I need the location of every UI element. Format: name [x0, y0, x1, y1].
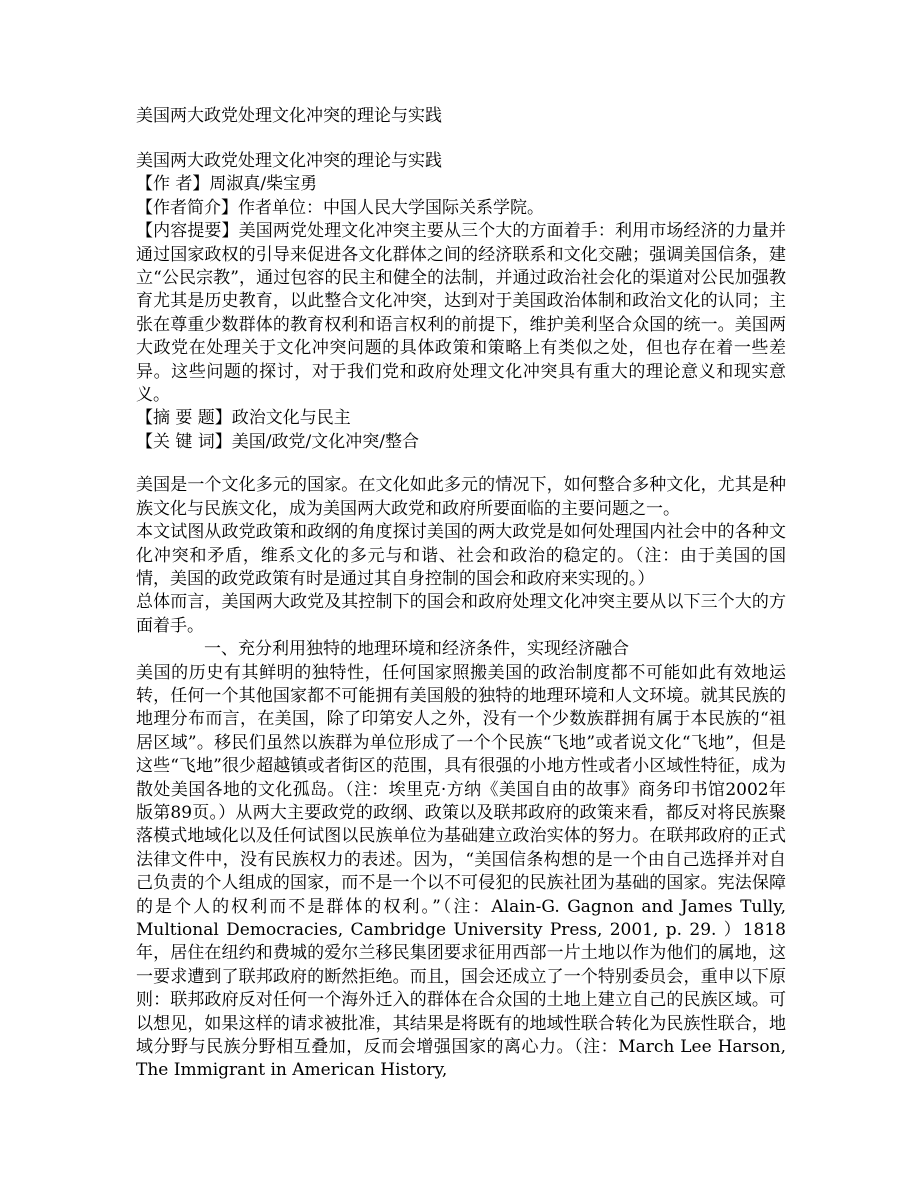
body-paragraph: 总体而言，美国两大政党及其控制下的国会和政府处理文化冲突主要从以下三个大的方面着手。 — [136, 592, 786, 636]
section-paragraph: 美国的历史有其鲜明的独特性，任何国家照搬美国的政治制度都不可能如此有效地运转，任何一个其他国家都不可能拥有美国般的独特的地理环境和人文环境。就其民族的地理分布而言，在美国，除了印第安人之外，没有一个少数族群拥有属于本民族的“祖居区域”。移民们虽然以族群为单位形成了一个个民族“飞地”或者说文化“飞地”，但是这些“飞地”很少超越镇或者街区的范围，具有很强的小地方性或者小区域性特征，成为散处美国各地的文化孤岛。（注：埃里克·方纳《美国自由的故事》商务印书馆2002年版第89页。）从两大主要政党的政纲、政策以及联邦政府的政策来看，都反对将民族聚落模式地域化以及任何试图以民族单位为基础建立政治实体的努力。在联邦政府的正式法律文件中，没有民族权力的表述。因为，“美国信条构想的是一个由自己选择并对自己负责的个人组成的国家，而不是一个以不可侵犯的民族社团为基础的国家。宪法保障的是个人的权利而不是群体的权利。”（注：Alain-G. Gagnon and James Tully, Multional Democracies, Cambridge University Press, 2001, p. 29. ）1818年，居住在纽约和费城的爱尔兰移民集团要求征用西部一片土地以作为他们的属地，这一要求遭到了联邦政府的断然拒绝。而且，国会还成立了一个特别委员会，重申以下原则：联邦政府反对任何一个海外迁入的群体在合众国的土地上建立自己的民族区域。可以想见，如果这样的请求被批准，其结果是将既有的地域性联合转化为民族性联合，地域分野与民族分野相互叠加，反而会增强国家的离心力。（注：March Lee Harson, The Immigrant in American History, — [136, 662, 786, 1081]
body-paragraph: 本文试图从政党政策和政纲的角度探讨美国的两大政党是如何处理国内社会中的各种文化冲突和矛盾，维系文化的多元与和谐、社会和政治的稳定的。（注：由于美国的国情，美国的政党政策有时是通过其自身控制的国会和政府来实现的。） — [136, 522, 786, 589]
summary-line: 【摘 要 题】政治文化与民主 — [136, 408, 351, 429]
section-heading: 一、充分利用独特的地理环境和经济条件，实现经济融合 — [204, 639, 629, 660]
article-header-title: 美国两大政党处理文化冲突的理论与实践 — [136, 151, 442, 171]
section-spacer — [136, 454, 786, 474]
document-title: 美国两大政党处理文化冲突的理论与实践 — [136, 106, 442, 126]
author-line: 【作 者】周淑真/柴宝勇 — [136, 174, 318, 195]
document-page — [136, 104, 786, 1083]
body-paragraph: 美国是一个文化多元的国家。在文化如此多元的情况下，如何整合多种文化，尤其是种族文化与民族文化，成为美国两大政党和政府所要面临的主要问题之一。 — [136, 475, 786, 519]
keywords-line: 【关 键 词】美国/政党/文化冲突/整合 — [136, 431, 419, 452]
abstract-paragraph: 【内容提要】美国两党处理文化冲突主要从三个大的方面着手：利用市场经济的力量并通过国家政权的引导来促进各文化群体之间的经济联系和文化交融；强调美国信条，建立“公民宗教”，通过包容的民主和健全的法制，并通过政治社会化的渠道对公民加强教育尤其是历史教育，以此整合文化冲突，达到对于美国政治体制和政治文化的认同；主张在尊重少数群体的教育权利和语言权利的前提下，维护美利坚合众国的统一。美国两大政党在处理关于文化冲突问题的具体政策和策略上有类似之处，但也存在着一些差异。这些问题的探讨，对于我们党和政府处理文化冲突具有重大的理论意义和现实意义。 — [136, 221, 786, 406]
author-info-line: 【作者简介】作者单位：中国人民大学国际关系学院。 — [136, 197, 544, 218]
